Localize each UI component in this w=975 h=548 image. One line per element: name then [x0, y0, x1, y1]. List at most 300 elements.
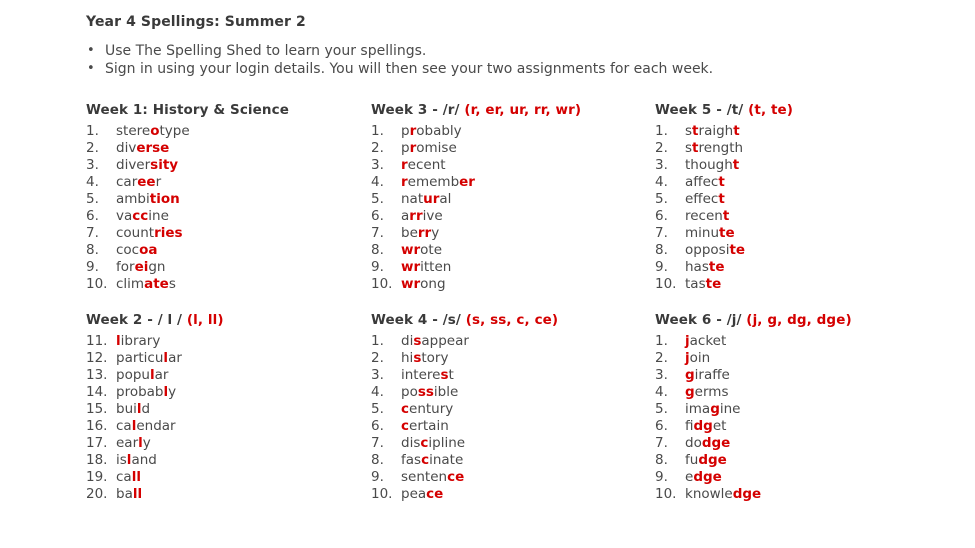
item-number: 15.: [86, 401, 108, 417]
spelling-word: [685, 452, 727, 469]
word-part: s: [685, 123, 693, 139]
word-part: omise: [416, 140, 457, 156]
word-part: po: [401, 384, 418, 400]
word-part: ive: [422, 208, 443, 224]
item-number: 8.: [371, 452, 384, 468]
spelling-word: [401, 140, 457, 157]
week-heading: [371, 311, 558, 329]
word-highlight: j: [685, 350, 690, 366]
word-part: ear: [116, 435, 139, 451]
word-part: type: [159, 123, 190, 139]
week-heading-sounds: (s, ss, c, ce): [465, 312, 559, 328]
word-highlight: wr: [401, 259, 421, 275]
word-part: tory: [421, 350, 449, 366]
week-heading: [86, 311, 224, 329]
spelling-word: [116, 242, 158, 259]
word-highlight: t: [692, 140, 699, 156]
word-part: ine: [148, 208, 169, 224]
word-part: appear: [421, 333, 469, 349]
spelling-item: [86, 140, 289, 157]
spelling-word: [401, 191, 451, 208]
item-number: 6.: [655, 208, 668, 224]
word-part: et: [712, 418, 727, 434]
item-number: 14.: [86, 384, 108, 400]
item-number: 2.: [371, 140, 384, 156]
word-part: acket: [689, 333, 727, 349]
spelling-word: [401, 225, 439, 242]
spelling-item: [371, 350, 558, 367]
item-number: 10.: [655, 276, 677, 292]
spelling-item: [86, 418, 224, 435]
word-part: s: [685, 140, 693, 156]
word-part: ememb: [407, 174, 460, 190]
word-highlight: dge: [732, 486, 762, 502]
word-part: probab: [116, 384, 164, 400]
item-number: 4.: [86, 174, 99, 190]
spelling-word: [116, 208, 169, 225]
item-number: 9.: [371, 469, 384, 485]
word-part: y: [431, 225, 440, 241]
spelling-word: [401, 174, 475, 191]
word-part: effec: [685, 191, 719, 207]
spelling-word: [401, 469, 464, 486]
word-part: ar: [154, 367, 169, 383]
spelling-item: [655, 276, 793, 293]
word-highlight: oa: [139, 242, 158, 258]
spelling-word: [685, 401, 740, 418]
word-highlight: c: [401, 418, 410, 434]
word-part: p: [401, 123, 410, 139]
spelling-item: [655, 401, 852, 418]
word-highlight: erse: [136, 140, 170, 156]
spelling-item: [86, 123, 289, 140]
word-part: though: [685, 157, 733, 173]
spelling-list: [655, 333, 852, 503]
word-part: pea: [401, 486, 427, 502]
spelling-item: [371, 384, 558, 401]
item-number: 5.: [655, 191, 668, 207]
item-number: 10.: [371, 486, 393, 502]
word-part: entury: [409, 401, 454, 417]
spelling-item: [655, 333, 852, 350]
spelling-item: [371, 367, 558, 384]
item-number: 2.: [371, 350, 384, 366]
word-part: stere: [116, 123, 151, 139]
word-part: do: [685, 435, 702, 451]
word-part: div: [116, 140, 137, 156]
spelling-word: [685, 140, 743, 157]
word-highlight: sity: [150, 157, 179, 173]
spelling-word: [685, 435, 730, 452]
word-highlight: ee: [137, 174, 156, 190]
item-number: 13.: [86, 367, 108, 383]
word-part: gn: [148, 259, 166, 275]
spelling-word: [116, 157, 178, 174]
week-heading: [655, 311, 852, 329]
word-highlight: ei: [134, 259, 149, 275]
spelling-item: [86, 191, 289, 208]
word-part: p: [401, 140, 410, 156]
spelling-word: [685, 208, 729, 225]
spelling-word: [116, 140, 169, 157]
word-part: y: [168, 384, 177, 400]
week-heading-sounds: (t, te): [748, 102, 794, 118]
word-part: and: [131, 452, 157, 468]
spelling-word: [116, 276, 176, 293]
word-part: inate: [429, 452, 464, 468]
word-part: tas: [685, 276, 706, 292]
word-highlight: g: [685, 367, 695, 383]
word-highlight: g: [710, 401, 720, 417]
word-highlight: te: [708, 259, 725, 275]
spelling-word: [116, 174, 161, 191]
word-part: coc: [116, 242, 140, 258]
spelling-item: [655, 191, 793, 208]
spelling-word: [116, 384, 176, 401]
word-part: di: [401, 333, 414, 349]
spelling-word: [116, 401, 150, 418]
item-number: 16.: [86, 418, 108, 434]
item-number: 6.: [655, 418, 668, 434]
week-heading-sounds: (r, er, ur, rr, wr): [464, 102, 582, 118]
word-part: y: [142, 435, 151, 451]
instruction-item: • Use The Spelling Shed to learn your spellings.: [86, 42, 713, 60]
word-highlight: dg: [693, 418, 713, 434]
week-2-section: [86, 311, 224, 503]
word-highlight: wr: [401, 242, 421, 258]
word-part: clim: [116, 276, 145, 292]
week-4-section: [371, 311, 558, 503]
word-part: for: [116, 259, 135, 275]
item-number: 7.: [371, 435, 384, 451]
spelling-item: [655, 384, 852, 401]
word-highlight: l: [163, 384, 169, 400]
spelling-word: [685, 276, 721, 293]
item-number: 7.: [655, 225, 668, 241]
word-part: fi: [685, 418, 694, 434]
spelling-word: [116, 435, 151, 452]
item-number: 12.: [86, 350, 108, 366]
item-number: 18.: [86, 452, 108, 468]
spelling-list: [371, 123, 581, 293]
item-number: 6.: [371, 418, 384, 434]
spelling-item: [655, 174, 793, 191]
spelling-word: [401, 384, 458, 401]
spelling-word: [401, 401, 453, 418]
spelling-word: [401, 486, 443, 503]
word-highlight: t: [692, 123, 699, 139]
word-highlight: o: [150, 123, 160, 139]
spelling-item: [86, 452, 224, 469]
item-number: 10.: [371, 276, 393, 292]
spelling-word: [685, 174, 725, 191]
word-part: is: [116, 452, 127, 468]
week-heading-text: Week 4 - /s/: [371, 312, 466, 328]
spelling-item: [371, 435, 558, 452]
item-number: 4.: [655, 384, 668, 400]
spelling-word: [685, 350, 710, 367]
word-highlight: l: [138, 435, 143, 451]
word-highlight: s: [413, 333, 422, 349]
item-number: 10.: [655, 486, 677, 502]
word-part: be: [401, 225, 418, 241]
word-highlight: wr: [401, 276, 421, 292]
word-highlight: t: [718, 191, 725, 207]
instruction-list: [86, 42, 713, 78]
item-number: 6.: [86, 208, 99, 224]
word-part: ote: [420, 242, 442, 258]
spelling-item: [371, 276, 581, 293]
word-part: fas: [401, 452, 422, 468]
spelling-item: [371, 191, 581, 208]
spelling-item: [371, 208, 581, 225]
word-highlight: te: [729, 242, 746, 258]
spelling-item: [86, 208, 289, 225]
word-part: t: [448, 367, 454, 383]
item-number: 8.: [371, 242, 384, 258]
word-highlight: l: [126, 452, 132, 468]
spelling-word: [685, 333, 726, 350]
word-highlight: j: [685, 333, 690, 349]
week-heading: [655, 101, 793, 119]
word-highlight: dge: [693, 469, 722, 485]
spelling-item: [86, 174, 289, 191]
spelling-word: [401, 276, 446, 293]
word-highlight: ce: [426, 486, 444, 502]
spelling-item: [371, 140, 581, 157]
spelling-item: [86, 157, 289, 174]
word-highlight: r: [409, 140, 417, 156]
spelling-item: [371, 486, 558, 503]
week-6-section: [655, 311, 852, 503]
spelling-word: [116, 486, 142, 503]
word-part: popu: [116, 367, 150, 383]
spelling-list: [655, 123, 793, 293]
spelling-item: [86, 225, 289, 242]
word-part: ibrary: [120, 333, 161, 349]
spelling-item: [86, 469, 224, 486]
word-part: r: [155, 174, 162, 190]
word-highlight: s: [413, 350, 422, 366]
item-number: 2.: [655, 350, 668, 366]
item-number: 4.: [371, 174, 384, 190]
word-highlight: cc: [132, 208, 149, 224]
item-number: 1.: [371, 333, 384, 349]
spelling-word: [685, 242, 745, 259]
spelling-word: [401, 418, 449, 435]
spelling-word: [685, 123, 740, 140]
word-part: bui: [116, 401, 137, 417]
word-part: ine: [719, 401, 741, 417]
word-part: diver: [116, 157, 151, 173]
item-number: 2.: [655, 140, 668, 156]
word-part: ertain: [409, 418, 449, 434]
spelling-list: [86, 123, 289, 293]
item-number: 3.: [371, 157, 384, 173]
word-highlight: er: [459, 174, 475, 190]
word-part: hi: [401, 350, 414, 366]
word-highlight: c: [420, 435, 429, 451]
spelling-word: [116, 469, 141, 486]
word-part: ima: [685, 401, 711, 417]
word-part: ca: [116, 469, 132, 485]
spelling-item: [371, 333, 558, 350]
item-number: 10.: [86, 276, 108, 292]
item-number: 7.: [371, 225, 384, 241]
item-number: 9.: [655, 259, 668, 275]
spelling-word: [116, 418, 176, 435]
word-part: e: [685, 469, 694, 485]
word-part: ambi: [116, 191, 150, 207]
word-part: ong: [420, 276, 446, 292]
spelling-word: [116, 259, 166, 276]
item-number: 9.: [371, 259, 384, 275]
week-heading-text: Week 1: History & Science: [86, 102, 289, 118]
word-part: erms: [694, 384, 729, 400]
spelling-word: [116, 333, 160, 350]
spelling-word: [685, 259, 724, 276]
item-number: 9.: [86, 259, 99, 275]
word-highlight: l: [136, 401, 142, 417]
item-number: 1.: [655, 123, 668, 139]
word-highlight: t: [732, 157, 740, 173]
spelling-word: [116, 350, 182, 367]
word-part: recen: [685, 208, 723, 224]
spelling-word: [685, 418, 726, 435]
week-5-section: [655, 101, 793, 293]
word-part: ecent: [407, 157, 446, 173]
word-part: particu: [116, 350, 164, 366]
spelling-item: [655, 367, 852, 384]
spelling-item: [655, 225, 793, 242]
word-part: fu: [685, 452, 699, 468]
week-heading: [86, 101, 289, 119]
word-part: rength: [698, 140, 744, 156]
word-highlight: ate: [144, 276, 169, 292]
week-heading-text: Week 3 - /r/: [371, 102, 465, 118]
word-part: iraffe: [694, 367, 730, 383]
spelling-word: [685, 486, 761, 503]
spelling-word: [401, 123, 462, 140]
word-part: raigh: [698, 123, 734, 139]
item-number: 5.: [655, 401, 668, 417]
spelling-item: [655, 469, 852, 486]
word-part: car: [116, 174, 138, 190]
word-part: obably: [416, 123, 462, 139]
spelling-item: [655, 242, 793, 259]
word-highlight: dge: [701, 435, 731, 451]
spelling-word: [685, 469, 722, 486]
word-part: minu: [685, 225, 720, 241]
spelling-word: [116, 225, 183, 242]
spelling-item: [371, 469, 558, 486]
spelling-word: [116, 123, 190, 140]
spelling-word: [116, 191, 180, 208]
spelling-word: [401, 452, 463, 469]
week-heading-text: Week 2 - / l /: [86, 312, 187, 328]
word-highlight: dge: [698, 452, 727, 468]
instruction-item: • Sign in using your login details. You will then see your two assignments for each week.: [86, 60, 713, 78]
spelling-word: [116, 452, 157, 469]
item-number: 3.: [655, 157, 668, 173]
item-number: 1.: [371, 123, 384, 139]
word-highlight: l: [149, 367, 155, 383]
word-part: a: [401, 208, 410, 224]
spelling-item: [371, 123, 581, 140]
word-part: d: [141, 401, 151, 417]
spelling-item: [655, 208, 793, 225]
week-heading-sounds: (j, g, dg, dge): [746, 312, 852, 328]
item-number: 2.: [86, 140, 99, 156]
word-highlight: t: [733, 123, 740, 139]
spelling-item: [371, 174, 581, 191]
word-highlight: r: [401, 174, 408, 190]
spelling-word: [401, 242, 442, 259]
word-part: itten: [420, 259, 452, 275]
word-part: senten: [401, 469, 448, 485]
spelling-item: [371, 259, 581, 276]
word-highlight: te: [719, 225, 735, 241]
item-number: 11.: [86, 333, 108, 349]
word-highlight: ur: [423, 191, 440, 207]
word-part: nat: [401, 191, 424, 207]
word-highlight: s: [440, 367, 449, 383]
week-heading-text: Week 5 - /t/: [655, 102, 749, 118]
word-highlight: g: [685, 384, 695, 400]
word-highlight: l: [116, 333, 121, 349]
spelling-item: [655, 350, 852, 367]
item-number: 19.: [86, 469, 108, 485]
word-part: s: [168, 276, 176, 292]
spelling-item: [86, 350, 224, 367]
word-part: ipline: [428, 435, 466, 451]
item-number: 1.: [655, 333, 668, 349]
item-number: 17.: [86, 435, 108, 451]
spelling-item: [655, 123, 793, 140]
item-number: 9.: [655, 469, 668, 485]
word-part: has: [685, 259, 709, 275]
word-part: count: [116, 225, 155, 241]
page-title: Year 4 Spellings: Summer 2: [86, 14, 306, 30]
word-highlight: ll: [131, 469, 141, 485]
word-part: ar: [168, 350, 182, 366]
word-part: affec: [685, 174, 719, 190]
item-number: 3.: [86, 157, 99, 173]
spelling-word: [685, 225, 735, 242]
item-number: 6.: [371, 208, 384, 224]
item-number: 20.: [86, 486, 108, 502]
spelling-item: [86, 486, 224, 503]
week-heading-sounds: (l, ll): [186, 312, 224, 328]
spelling-item: [86, 367, 224, 384]
word-highlight: l: [163, 350, 169, 366]
word-part: endar: [136, 418, 176, 434]
spelling-item: [371, 452, 558, 469]
word-highlight: tion: [149, 191, 180, 207]
spelling-word: [685, 384, 728, 401]
word-highlight: t: [722, 208, 730, 224]
spelling-item: [655, 486, 852, 503]
item-number: 7.: [655, 435, 668, 451]
word-highlight: c: [421, 452, 430, 468]
spelling-item: [371, 225, 581, 242]
item-number: 4.: [371, 384, 384, 400]
spelling-item: [371, 157, 581, 174]
item-number: 3.: [655, 367, 668, 383]
spelling-word: [401, 435, 465, 452]
item-number: 1.: [86, 123, 99, 139]
word-part: knowle: [685, 486, 733, 502]
